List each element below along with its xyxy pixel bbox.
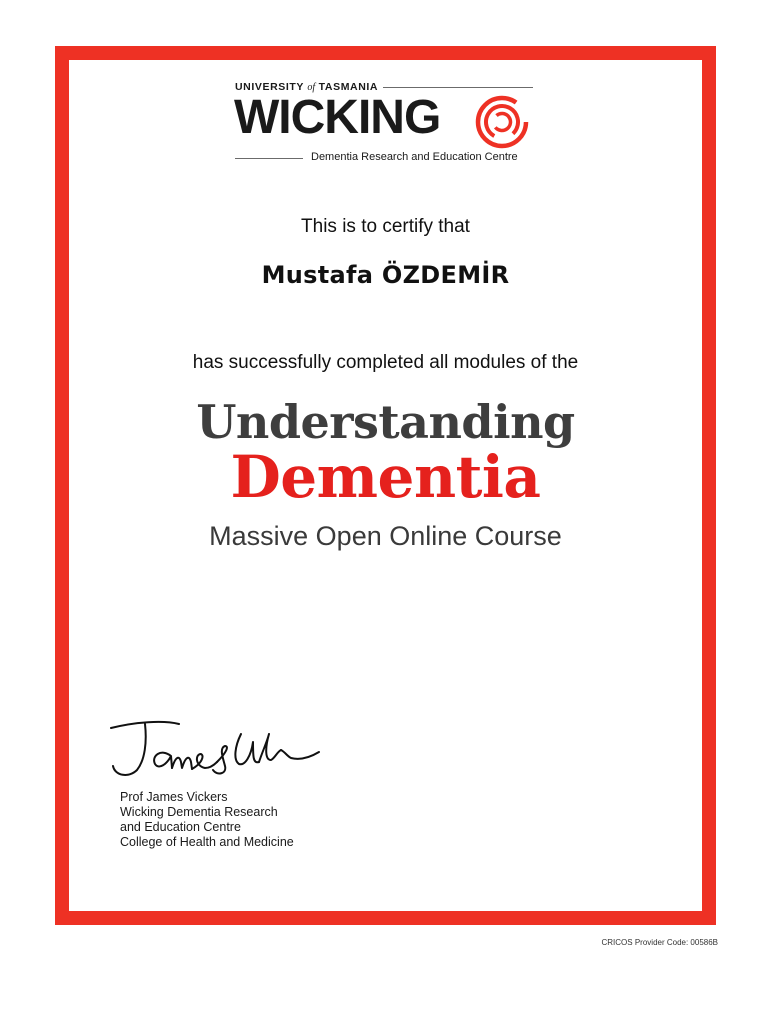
wicking-logo (235, 78, 535, 170)
signatory-title-line: and Education Centre (120, 820, 241, 834)
recipient-name: Mustafa ÖZDEMİR (261, 261, 510, 289)
signatory-name: Prof James Vickers (120, 790, 228, 804)
certify-statement: This is to certify that (301, 216, 470, 237)
course-title-line2: Dementia (230, 443, 541, 511)
signatory-college: College of Health and Medicine (120, 835, 294, 849)
signatory-title-line: Wicking Dementia Research (120, 805, 278, 819)
wicking-wordmark: WICKING (234, 91, 441, 144)
concentric-circles-icon (475, 95, 529, 149)
centre-name: Dementia Research and Education Centre (311, 151, 518, 163)
course-type: Massive Open Online Course (209, 521, 562, 551)
signatory-block (120, 790, 294, 850)
university-name: UNIVERSITY of TASMANIA (235, 81, 379, 93)
completion-statement: has successfully completed all modules of the (192, 352, 579, 373)
logo-divider-top (383, 87, 533, 88)
cricos-code: CRICOS Provider Code: 00586B (601, 938, 718, 947)
course-title-line1: Understanding (196, 395, 575, 449)
signature-image (105, 712, 327, 784)
logo-divider-bottom (235, 158, 303, 159)
